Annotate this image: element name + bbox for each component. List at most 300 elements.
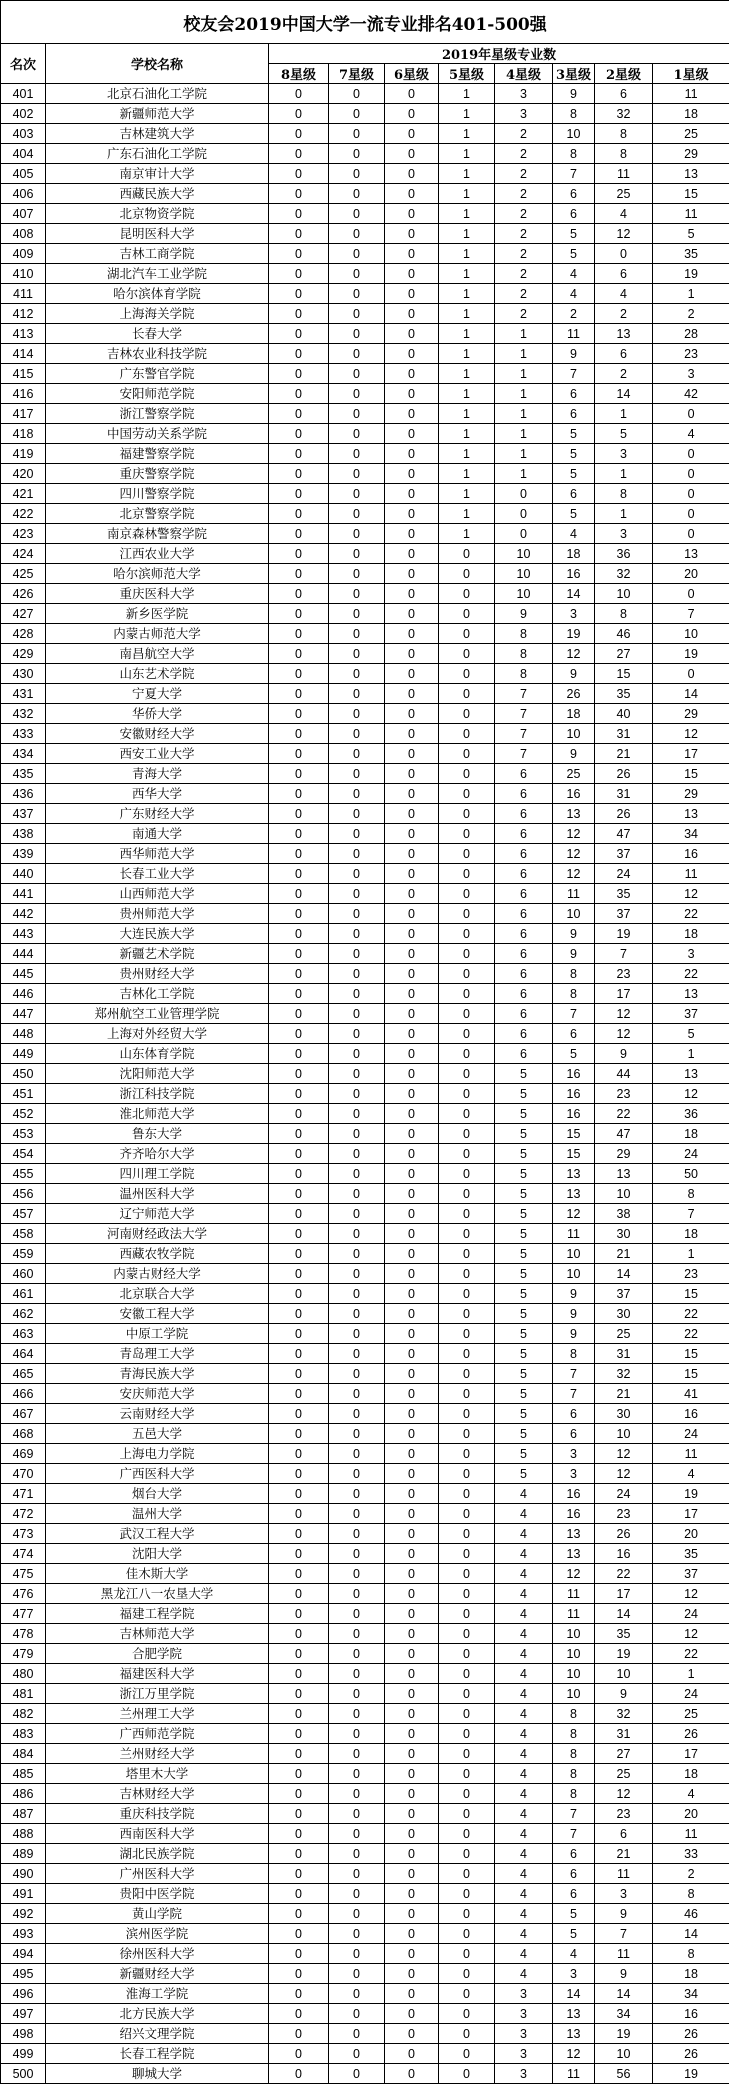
star-count-cell: 3 [553,604,595,624]
star-count-cell: 0 [385,1624,439,1644]
star-count-cell: 0 [385,824,439,844]
star-count-cell: 0 [329,1844,385,1864]
star-count-cell: 18 [653,104,729,124]
star-count-cell: 23 [595,1084,653,1104]
star-count-cell: 23 [653,1264,729,1284]
star-count-cell: 11 [595,1864,653,1884]
star-count-cell: 4 [495,1704,553,1724]
star-count-cell: 5 [495,1304,553,1324]
star-count-cell: 15 [653,764,729,784]
table-row [1,1944,729,1964]
star-count-cell: 4 [553,524,595,544]
star-count-cell: 1 [439,104,495,124]
star-count-cell: 0 [269,524,329,544]
star-count-cell: 2 [495,144,553,164]
star-count-cell: 0 [385,324,439,344]
star-count-cell: 7 [553,1804,595,1824]
star-count-cell: 0 [269,624,329,644]
star-count-cell: 10 [595,1424,653,1444]
star-count-cell: 0 [385,1824,439,1844]
star-count-cell: 7 [553,1004,595,1024]
star-count-cell: 3 [553,1444,595,1464]
school-name-cell: 安庆师范大学 [46,1384,269,1404]
star-count-cell: 1 [653,1044,729,1064]
star-count-cell: 0 [269,424,329,444]
star-count-cell: 0 [385,1204,439,1224]
star-count-cell: 0 [269,1384,329,1404]
star-count-cell: 0 [385,344,439,364]
table-row [1,364,729,384]
table-row [1,1824,729,1844]
star-count-cell: 6 [553,1404,595,1424]
star-count-cell: 0 [439,1564,495,1584]
rank-cell: 419 [1,444,46,464]
star-count-cell: 0 [329,124,385,144]
rank-cell: 465 [1,1364,46,1384]
school-name-cell: 贵阳中医学院 [46,1884,269,1904]
rank-cell: 433 [1,724,46,744]
star-count-cell: 0 [385,484,439,504]
school-name-cell: 吉林化工学院 [46,984,269,1004]
star-count-cell: 0 [329,484,385,504]
star-count-cell: 0 [269,1544,329,1564]
star-count-cell: 0 [269,1364,329,1384]
table-row [1,1704,729,1724]
star-count-cell: 8 [595,604,653,624]
star-count-cell: 0 [269,1124,329,1144]
school-name-cell: 昆明医科大学 [46,224,269,244]
star-count-cell: 0 [385,1864,439,1884]
star-count-cell: 15 [595,664,653,684]
star-count-cell: 0 [269,264,329,284]
star-count-cell: 2 [495,264,553,284]
star-count-cell: 0 [329,1144,385,1164]
star-count-cell: 0 [385,524,439,544]
star-count-cell: 35 [653,1544,729,1564]
star-count-cell: 15 [553,1124,595,1144]
star-count-cell: 3 [495,1984,553,2004]
star-count-cell: 5 [495,1444,553,1464]
star-count-cell: 0 [269,284,329,304]
star-count-cell: 0 [385,404,439,424]
star-count-cell: 5 [653,224,729,244]
rank-cell: 473 [1,1524,46,1544]
school-name-cell: 吉林财经大学 [46,1784,269,1804]
star-count-cell: 0 [439,1864,495,1884]
school-name-cell: 福建警察学院 [46,444,269,464]
rank-cell: 492 [1,1904,46,1924]
table-row [1,924,729,944]
table-row [1,1264,729,1284]
table-row [1,824,729,844]
star-count-cell: 3 [653,944,729,964]
star-count-cell: 4 [553,1944,595,1964]
star-count-cell: 0 [329,904,385,924]
star-count-cell: 0 [439,1444,495,1464]
star-count-cell: 0 [385,1244,439,1264]
table-row [1,1344,729,1364]
star-count-cell: 9 [553,1284,595,1304]
star-count-cell: 0 [269,1284,329,1304]
star-count-cell: 0 [385,1984,439,2004]
star-count-cell: 0 [595,244,653,264]
star-count-cell: 3 [553,1964,595,1984]
school-name-cell: 广东财经大学 [46,804,269,824]
rank-cell: 479 [1,1644,46,1664]
star-count-cell: 5 [495,1144,553,1164]
star-count-cell: 15 [653,1284,729,1304]
school-name-cell: 齐齐哈尔大学 [46,1144,269,1164]
rank-cell: 411 [1,284,46,304]
star-count-cell: 6 [495,984,553,1004]
star-count-cell: 7 [553,1824,595,1844]
star-count-cell: 0 [495,484,553,504]
star-count-cell: 6 [553,184,595,204]
star-count-cell: 0 [439,804,495,824]
star-count-cell: 0 [269,824,329,844]
rank-cell: 445 [1,964,46,984]
star-count-cell: 11 [553,2064,595,2084]
star-count-cell: 18 [653,1964,729,1984]
star-count-cell: 0 [329,1084,385,1104]
star-count-cell: 10 [553,1624,595,1644]
rank-cell: 418 [1,424,46,444]
star-count-cell: 4 [495,1504,553,1524]
rank-cell: 494 [1,1944,46,1964]
star-count-cell: 0 [269,344,329,364]
star-count-cell: 11 [595,1944,653,1964]
table-row [1,1904,729,1924]
table-row [1,1804,729,1824]
star-count-cell: 1 [495,384,553,404]
star-count-cell: 0 [329,1884,385,1904]
rank-cell: 404 [1,144,46,164]
star-count-cell: 22 [653,964,729,984]
star-count-cell: 6 [595,264,653,284]
star-count-cell: 0 [329,944,385,964]
table-row [1,404,729,424]
star-count-cell: 14 [595,1984,653,2004]
star-count-cell: 0 [269,144,329,164]
school-name-cell: 四川警察学院 [46,484,269,504]
star-count-cell: 0 [439,944,495,964]
star-count-cell: 0 [269,904,329,924]
star-count-cell: 0 [653,524,729,544]
table-row [1,1164,729,1184]
table-title: 校友会2019中国大学一流专业排名401-500强 [1,1,729,44]
table-row [1,544,729,564]
star-count-cell: 0 [329,824,385,844]
star-count-cell: 11 [653,204,729,224]
star-count-cell: 0 [269,404,329,424]
star-count-cell: 9 [553,944,595,964]
star-count-cell: 0 [439,1184,495,1204]
table-row [1,1544,729,1564]
star-count-cell: 0 [329,264,385,284]
table-row [1,1104,729,1124]
rank-cell: 459 [1,1244,46,1264]
star-count-cell: 0 [329,1324,385,1344]
star-count-cell: 0 [439,904,495,924]
star-count-cell: 5 [495,1184,553,1204]
star-count-cell: 0 [385,1844,439,1864]
star-count-cell: 27 [595,1744,653,1764]
star-count-cell: 0 [495,524,553,544]
rank-cell: 407 [1,204,46,224]
star-count-cell: 0 [385,244,439,264]
star-count-cell: 0 [269,1764,329,1784]
star-count-cell: 7 [553,1364,595,1384]
rank-cell: 458 [1,1224,46,1244]
star-count-cell: 4 [495,1964,553,1984]
star-count-cell: 0 [329,1264,385,1284]
table-row [1,984,729,1004]
star-count-cell: 8 [553,1344,595,1364]
star-count-cell: 37 [595,1284,653,1304]
star-count-cell: 0 [329,1344,385,1364]
table-row [1,724,729,744]
star-count-cell: 0 [269,124,329,144]
school-name-cell: 吉林建筑大学 [46,124,269,144]
star-count-cell: 8 [653,1944,729,1964]
star-count-cell: 5 [495,1264,553,1284]
star-count-cell: 0 [269,1604,329,1624]
table-row [1,624,729,644]
star-count-cell: 6 [595,84,653,104]
rank-cell: 405 [1,164,46,184]
school-name-cell: 内蒙古师范大学 [46,624,269,644]
star-count-cell: 0 [653,464,729,484]
table-row [1,224,729,244]
table-row [1,384,729,404]
star-count-cell: 16 [553,1064,595,1084]
school-name-cell: 河南财经政法大学 [46,1224,269,1244]
school-name-cell: 浙江警察学院 [46,404,269,424]
star-count-cell: 0 [269,1104,329,1124]
school-name-cell: 重庆科技学院 [46,1804,269,1824]
star-count-cell: 0 [329,1664,385,1684]
star-count-cell: 3 [495,2024,553,2044]
school-name-cell: 西华大学 [46,784,269,804]
star-count-cell: 0 [329,284,385,304]
table-row [1,1744,729,1764]
star-count-cell: 8 [595,484,653,504]
star-count-cell: 0 [439,1544,495,1564]
star-count-cell: 0 [269,324,329,344]
star-count-cell: 0 [439,1784,495,1804]
star-count-cell: 4 [495,1564,553,1584]
star-count-cell: 12 [553,2044,595,2064]
star-count-cell: 14 [553,1984,595,2004]
star-count-cell: 0 [385,1164,439,1184]
star-count-cell: 19 [595,1644,653,1664]
star-count-cell: 0 [329,1724,385,1744]
star-count-cell: 0 [385,544,439,564]
star-count-cell: 0 [269,1144,329,1164]
star-count-cell: 0 [439,1324,495,1344]
star-count-cell: 5 [553,1924,595,1944]
star-count-cell: 10 [553,1244,595,1264]
star-count-cell: 24 [595,1484,653,1504]
star-count-cell: 0 [439,1004,495,1024]
table-row [1,744,729,764]
table-row [1,104,729,124]
star-count-cell: 5 [553,1904,595,1924]
star-count-cell: 0 [329,464,385,484]
table-row [1,944,729,964]
star-count-cell: 24 [653,1144,729,1164]
star-count-cell: 5 [553,224,595,244]
star-count-cell: 0 [329,1784,385,1804]
star-count-cell: 0 [269,844,329,864]
star-count-cell: 0 [269,1564,329,1584]
star-count-cell: 0 [329,1644,385,1664]
star-count-cell: 8 [553,144,595,164]
rank-cell: 453 [1,1124,46,1144]
school-name-cell: 郑州航空工业管理学院 [46,1004,269,1024]
star-count-cell: 16 [553,564,595,584]
star-count-cell: 0 [439,784,495,804]
star-count-cell: 0 [439,1964,495,1984]
rank-cell: 457 [1,1204,46,1224]
rank-cell: 432 [1,704,46,724]
star-count-cell: 0 [385,1764,439,1784]
star-count-cell: 21 [595,1384,653,1404]
star-count-cell: 12 [553,1564,595,1584]
star-count-cell: 0 [269,224,329,244]
star-count-cell: 9 [553,344,595,364]
table-row [1,1844,729,1864]
star-count-cell: 12 [553,1204,595,1224]
star-count-cell: 0 [269,1744,329,1764]
rank-cell: 415 [1,364,46,384]
star-count-cell: 10 [495,564,553,584]
star-count-cell: 5 [595,424,653,444]
star-count-cell: 0 [269,1204,329,1224]
star-count-cell: 38 [595,1204,653,1224]
star-count-cell: 19 [595,924,653,944]
rank-cell: 406 [1,184,46,204]
table-row [1,1064,729,1084]
header-8-star: 8星级 [269,64,329,84]
star-count-cell: 0 [385,1124,439,1144]
table-row [1,1604,729,1624]
star-count-cell: 6 [553,1024,595,1044]
school-name-cell: 重庆警察学院 [46,464,269,484]
rank-cell: 471 [1,1484,46,1504]
star-count-cell: 16 [553,1484,595,1504]
rank-cell: 444 [1,944,46,964]
star-count-cell: 0 [269,1184,329,1204]
star-count-cell: 13 [653,164,729,184]
table-row [1,884,729,904]
school-name-cell: 南京森林警察学院 [46,524,269,544]
star-count-cell: 3 [495,2064,553,2084]
star-count-cell: 4 [495,1664,553,1684]
star-count-cell: 31 [595,784,653,804]
star-count-cell: 11 [653,1444,729,1464]
table-row [1,344,729,364]
star-count-cell: 11 [553,324,595,344]
star-count-cell: 0 [269,984,329,1004]
rank-cell: 500 [1,2064,46,2084]
star-count-cell: 4 [495,1544,553,1564]
star-count-cell: 11 [553,1224,595,1244]
star-count-cell: 0 [269,604,329,624]
star-count-cell: 0 [439,1384,495,1404]
star-count-cell: 0 [269,384,329,404]
star-count-cell: 6 [495,1044,553,1064]
star-count-cell: 4 [653,1464,729,1484]
star-count-cell: 0 [439,1644,495,1664]
star-count-cell: 0 [385,944,439,964]
school-name-cell: 广东石油化工学院 [46,144,269,164]
star-count-cell: 8 [553,1704,595,1724]
star-count-cell: 0 [269,1424,329,1444]
star-count-cell: 6 [495,904,553,924]
star-count-cell: 0 [439,1804,495,1824]
star-count-cell: 1 [439,284,495,304]
star-count-cell: 30 [595,1224,653,1244]
star-count-cell: 0 [385,884,439,904]
star-count-cell: 1 [495,464,553,484]
rank-cell: 456 [1,1184,46,1204]
star-count-cell: 35 [595,1624,653,1644]
star-count-cell: 3 [495,2044,553,2064]
star-count-cell: 0 [329,864,385,884]
star-count-cell: 23 [653,344,729,364]
table-row [1,1724,729,1744]
star-count-cell: 13 [595,324,653,344]
star-count-cell: 0 [385,1464,439,1484]
school-name-cell: 新疆师范大学 [46,104,269,124]
star-count-cell: 22 [653,1304,729,1324]
star-count-cell: 0 [385,844,439,864]
star-count-cell: 4 [653,1784,729,1804]
star-count-cell: 6 [553,1864,595,1884]
star-count-cell: 0 [439,1604,495,1624]
school-name-cell: 北京联合大学 [46,1284,269,1304]
star-count-cell: 0 [329,304,385,324]
star-count-cell: 0 [439,564,495,584]
star-count-cell: 1 [439,464,495,484]
star-count-cell: 11 [553,1584,595,1604]
star-count-cell: 0 [439,2024,495,2044]
star-count-cell: 0 [269,684,329,704]
star-count-cell: 1 [439,404,495,424]
rank-cell: 450 [1,1064,46,1084]
star-count-cell: 0 [329,1904,385,1924]
table-row [1,84,729,104]
star-count-cell: 0 [329,1684,385,1704]
school-name-cell: 青岛理工大学 [46,1344,269,1364]
school-name-cell: 兰州理工大学 [46,1704,269,1724]
star-count-cell: 1 [439,324,495,344]
star-count-cell: 1 [595,404,653,424]
star-count-cell: 0 [329,1544,385,1564]
star-count-cell: 0 [385,2024,439,2044]
star-count-cell: 17 [653,744,729,764]
star-count-cell: 32 [595,104,653,124]
star-count-cell: 13 [553,1164,595,1184]
star-count-cell: 6 [553,484,595,504]
star-count-cell: 10 [495,544,553,564]
rank-cell: 484 [1,1744,46,1764]
star-count-cell: 0 [439,1524,495,1544]
star-count-cell: 8 [495,644,553,664]
star-count-cell: 4 [553,264,595,284]
star-count-cell: 0 [329,684,385,704]
